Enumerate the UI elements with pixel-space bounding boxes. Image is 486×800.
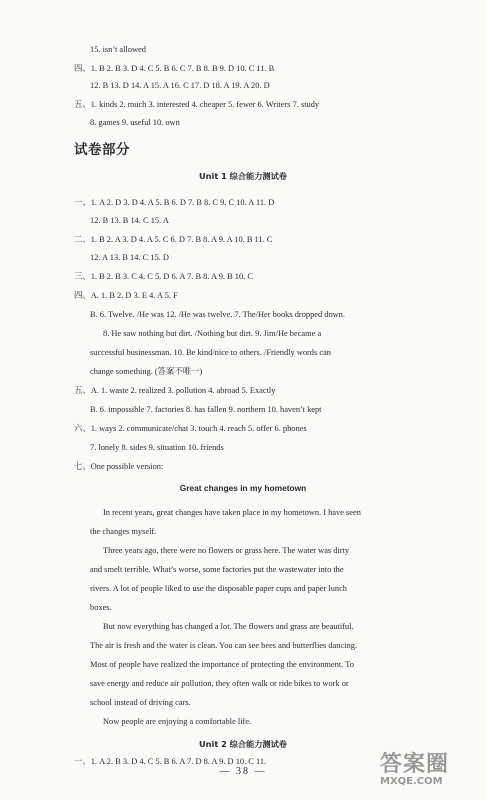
- text-line: change something. (答案不唯一): [90, 367, 203, 376]
- watermark-cn: 答案圈: [380, 752, 450, 777]
- text-line: 12. A 13. B 14. C 15. D: [90, 253, 169, 262]
- text-line: Now people are enjoying a comfortable life.: [103, 717, 252, 726]
- text-line: 7. lonely 8. sides 9. situation 10. friends: [90, 443, 224, 452]
- text-line: Most of people have realized the importance of protecting the environment. To: [90, 660, 354, 669]
- text-line: Three years ago, there were no flowers or grass here. The water was dirty: [103, 546, 350, 555]
- text-line: school instead of driving cars.: [90, 698, 191, 707]
- section-title: 试卷部分: [74, 142, 130, 158]
- text-line: B. 6. impossible 7. factories 8. has fallen 9. northern 10. haven’t kept: [90, 405, 322, 414]
- text-line: 一、1. A 2. B 3. D 4. C 5. B 6. A 7. D 8. A 9. D 10. C 11.: [74, 757, 267, 766]
- text-line: 8. games 9. useful 10. own: [90, 118, 180, 127]
- text-line: 12. B 13. B 14. C 15. A: [90, 216, 169, 225]
- text-line: B. 6. Twelve. /He was 12. /He was twelve. 7. The/Her books dropped down.: [90, 310, 345, 319]
- text-line: 六、1. ways 2. communicate/chat 3. touch 4. reach 5. offer 6. phones: [74, 424, 307, 433]
- text-line: 8. He saw nothing but dirt. /Nothing but dirt. 9. Jim/He became a: [103, 329, 322, 338]
- text-line: successful businessman. 10. Be kind/nice to others. /Friendly words can: [90, 348, 331, 357]
- unit1-title: Unit 1 综合能力测试卷: [199, 171, 287, 181]
- text-line: save energy and reduce air pollution, they often walk or ride bikes to work or: [90, 679, 349, 688]
- text-line: In recent years, great changes have taken place in my hometown. I have seen: [103, 508, 361, 517]
- text-line: 五、A. 1. waste 2. realized 3. pollution 4. abroad 5. Exactly: [74, 386, 276, 395]
- text-line: boxes.: [90, 603, 112, 612]
- text-line: the changes myself.: [90, 527, 157, 536]
- text-line: 15. isn’t allowed: [90, 45, 146, 54]
- text-line: 七、One possible version:: [74, 462, 164, 471]
- text-line: 五、1. kinds 2. much 3. interested 4. cheaper 5. fewer 6. Writers 7. study: [74, 100, 320, 109]
- watermark-en: MXQE.COM: [380, 776, 443, 787]
- unit2-title: Unit 2 综合能力测试卷: [199, 739, 287, 749]
- text-line: 三、1. B 2. B 3. C 4. C 5. D 6. A 7. B 8. A 9. B 10. C: [74, 272, 253, 281]
- text-line: 12. B 13. D 14. A 15. A 16. C 17. D 18. A 19. A 20. D: [90, 81, 270, 90]
- text-line: 一、1. A 2. D 3. D 4. A 5. B 6. D 7. B 8. C 9. C 10. A 11. D: [74, 198, 275, 207]
- text-line: 四、A. 1. B 2. D 3. E 4. A 5. F: [74, 291, 178, 300]
- text-line: and smelt terrible. What’s worse, some factories put the wastewater into the: [90, 565, 344, 574]
- essay-title: Great changes in my hometown: [179, 483, 307, 493]
- watermark-logo: [380, 752, 449, 788]
- text-line: rivers. A lot of people liked to use the disposable paper cups and paper lunch: [90, 584, 347, 593]
- text-line: 二、1. B 2. A 3. D 4. A 5. C 6. D 7. B 8. A 9. A 10. B 11. C: [74, 235, 273, 244]
- page-number: — 38 —: [219, 766, 267, 777]
- text-line: But now everything has changed a lot. The flowers and grass are beautiful.: [103, 622, 354, 631]
- text-line: The air is fresh and the water is clean. You can see bees and butterflies dancing.: [90, 641, 357, 650]
- text-line: 四、1. B 2. B 3. D 4. C 5. B 6. C 7. B 8. B 9. D 10. C 11. B: [74, 64, 275, 73]
